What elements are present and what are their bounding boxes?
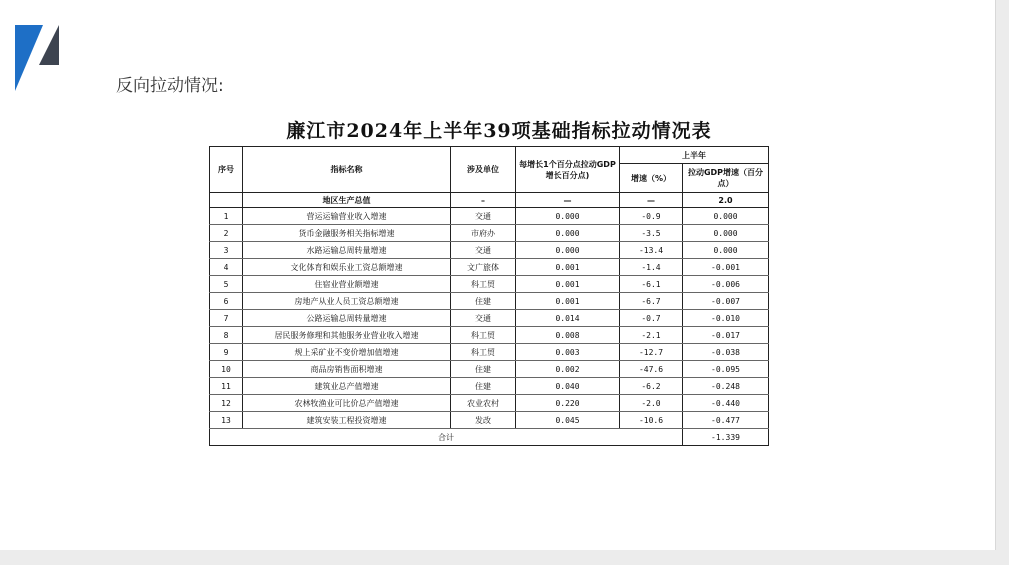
row-unit: 住建: [451, 378, 516, 395]
header-pull: 拉动GDP增速（百分点）: [683, 164, 769, 193]
row-per-point: 0.008: [516, 327, 620, 344]
row-index: 13: [210, 412, 243, 429]
row-pull: 0.000: [683, 208, 769, 225]
table-row: [210, 242, 769, 259]
row-indicator: 建筑业总产值增速: [243, 378, 451, 395]
total-label: 合计: [210, 429, 683, 446]
row-index: 11: [210, 378, 243, 395]
row-index: 6: [210, 293, 243, 310]
gdp-row: [210, 193, 769, 208]
table-title: 廉江市2024年上半年39项基础指标拉动情况表: [286, 120, 712, 142]
row-pull: -0.006: [683, 276, 769, 293]
row-unit: 住建: [451, 361, 516, 378]
row-indicator: 房地产从业人员工资总额增速: [243, 293, 451, 310]
row-growth: -6.2: [620, 378, 683, 395]
table-row: [210, 293, 769, 310]
header-row: [210, 147, 769, 164]
row-indicator: 规上采矿业不变价增加值增速: [243, 344, 451, 361]
gdp-per-point: —: [516, 193, 620, 208]
table-row: [210, 310, 769, 327]
row-unit: 市府办: [451, 225, 516, 242]
header-per-point: 每增长1个百分点拉动GDP增长百分点): [516, 147, 620, 193]
row-index: 4: [210, 259, 243, 276]
row-per-point: 0.000: [516, 208, 620, 225]
row-growth: -12.7: [620, 344, 683, 361]
row-indicator: 水路运输总周转量增速: [243, 242, 451, 259]
table-row: [210, 395, 769, 412]
header-first-half: 上半年: [620, 147, 769, 164]
row-growth: -1.4: [620, 259, 683, 276]
row-indicator: 商品房销售面积增速: [243, 361, 451, 378]
table-row: [210, 276, 769, 293]
row-per-point: 0.000: [516, 242, 620, 259]
row-pull: -0.007: [683, 293, 769, 310]
row-unit: 交通: [451, 242, 516, 259]
row-unit: 住建: [451, 293, 516, 310]
header-unit: 涉及单位: [451, 147, 516, 193]
row-indicator: 建筑安装工程投资增速: [243, 412, 451, 429]
row-pull: 0.000: [683, 242, 769, 259]
row-per-point: 0.001: [516, 259, 620, 276]
row-unit: 文广旅体: [451, 259, 516, 276]
gdp-unit: –: [451, 193, 516, 208]
table-row: [210, 225, 769, 242]
row-growth: -47.6: [620, 361, 683, 378]
gdp-pull: 2.0: [683, 193, 769, 208]
row-index: 9: [210, 344, 243, 361]
table-row: [210, 327, 769, 344]
row-pull: -0.477: [683, 412, 769, 429]
row-growth: -0.7: [620, 310, 683, 327]
total-row: [210, 429, 769, 446]
row-index: 5: [210, 276, 243, 293]
table-row: [210, 412, 769, 429]
row-index: 10: [210, 361, 243, 378]
row-per-point: 0.014: [516, 310, 620, 327]
header-index: 序号: [210, 147, 243, 193]
row-pull: 0.000: [683, 225, 769, 242]
row-growth: -6.1: [620, 276, 683, 293]
row-index: 8: [210, 327, 243, 344]
table-row: [210, 259, 769, 276]
table-row: [210, 208, 769, 225]
row-indicator: 居民服务修理和其他服务业营业收入增速: [243, 327, 451, 344]
logo-icon: [15, 25, 59, 91]
row-per-point: 0.040: [516, 378, 620, 395]
row-pull: -0.010: [683, 310, 769, 327]
row-indicator: 文化体育和娱乐业工资总额增速: [243, 259, 451, 276]
header-growth: 增速（%）: [620, 164, 683, 193]
total-pull: -1.339: [683, 429, 769, 446]
row-per-point: 0.002: [516, 361, 620, 378]
row-per-point: 0.001: [516, 293, 620, 310]
row-unit: 交通: [451, 208, 516, 225]
table-row: [210, 361, 769, 378]
table-row: [210, 378, 769, 395]
row-unit: 科工贸: [451, 327, 516, 344]
row-indicator: 货币金融服务相关指标增速: [243, 225, 451, 242]
row-per-point: 0.003: [516, 344, 620, 361]
row-indicator: 农林牧渔业可比价总产值增速: [243, 395, 451, 412]
row-unit: 发改: [451, 412, 516, 429]
row-growth: -2.1: [620, 327, 683, 344]
row-growth: -10.6: [620, 412, 683, 429]
table-row: [210, 344, 769, 361]
row-indicator: 营运运输营业收入增速: [243, 208, 451, 225]
row-pull: -0.248: [683, 378, 769, 395]
row-indicator: 公路运输总周转量增速: [243, 310, 451, 327]
row-pull: -0.017: [683, 327, 769, 344]
header-indicator: 指标名称: [243, 147, 451, 193]
row-indicator: 住宿业营业额增速: [243, 276, 451, 293]
row-index: 1: [210, 208, 243, 225]
row-growth: -3.5: [620, 225, 683, 242]
row-index: 2: [210, 225, 243, 242]
row-pull: -0.440: [683, 395, 769, 412]
row-index: 7: [210, 310, 243, 327]
gdp-growth: —: [620, 193, 683, 208]
row-index: 12: [210, 395, 243, 412]
row-pull: -0.038: [683, 344, 769, 361]
row-unit: 科工贸: [451, 344, 516, 361]
row-pull: -0.001: [683, 259, 769, 276]
row-growth: -13.4: [620, 242, 683, 259]
row-index: 3: [210, 242, 243, 259]
row-unit: 交通: [451, 310, 516, 327]
gdp-indicator: 地区生产总值: [243, 193, 451, 208]
row-unit: 科工贸: [451, 276, 516, 293]
row-pull: -0.095: [683, 361, 769, 378]
row-per-point: 0.001: [516, 276, 620, 293]
row-per-point: 0.220: [516, 395, 620, 412]
row-per-point: 0.000: [516, 225, 620, 242]
row-unit: 农业农村: [451, 395, 516, 412]
row-growth: -6.7: [620, 293, 683, 310]
row-growth: -2.0: [620, 395, 683, 412]
indicator-table: [209, 146, 769, 446]
row-growth: -0.9: [620, 208, 683, 225]
row-per-point: 0.045: [516, 412, 620, 429]
section-heading: 反向拉动情况:: [116, 76, 224, 96]
